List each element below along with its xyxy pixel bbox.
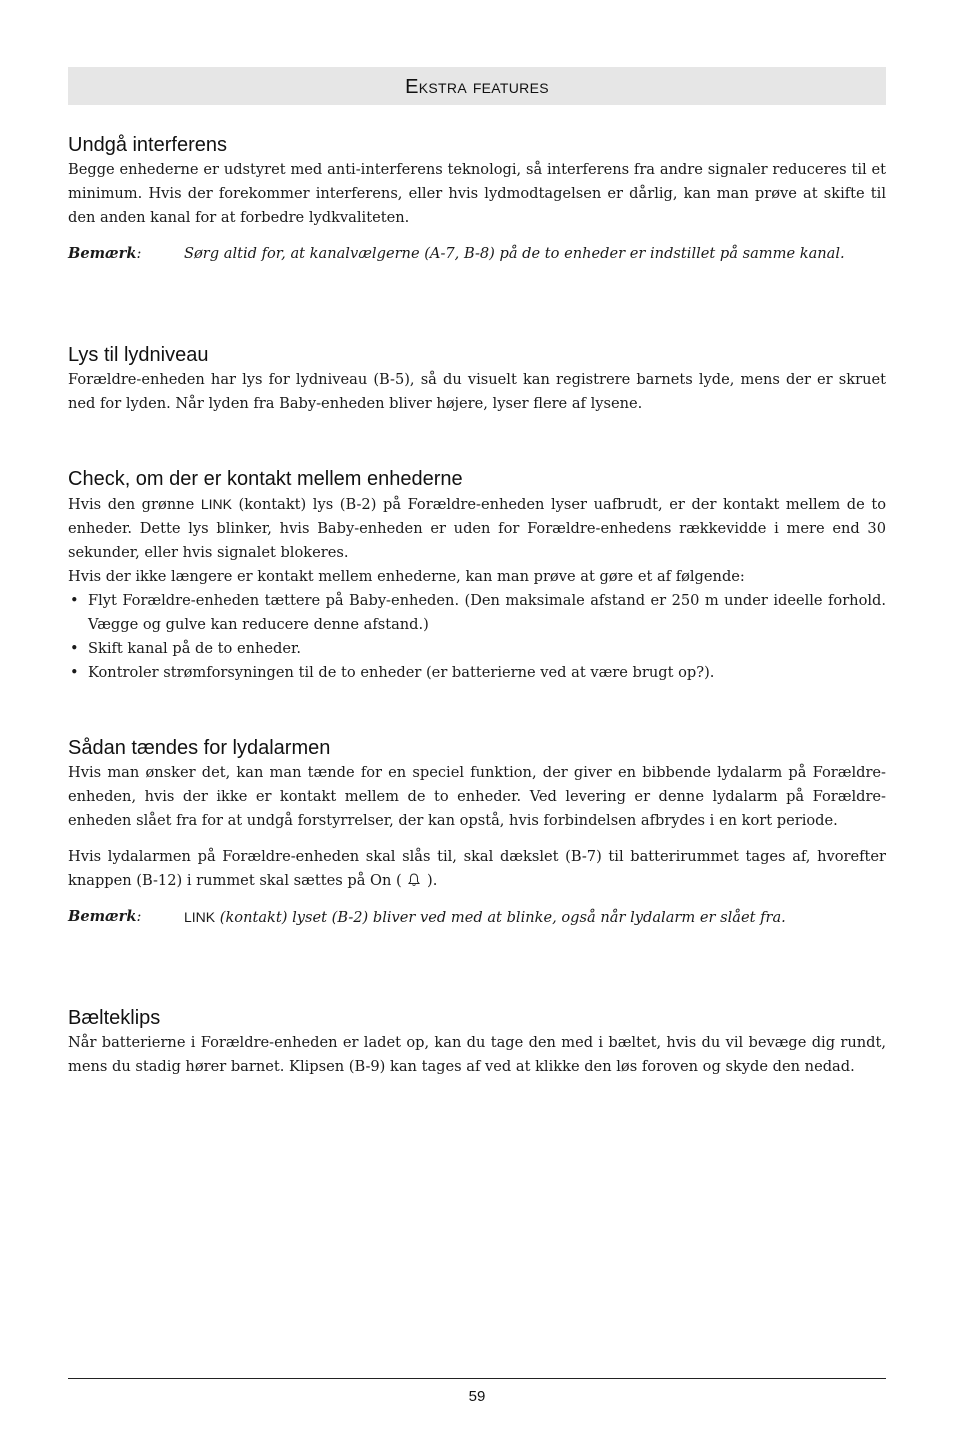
section-heading: Check, om der er kontakt mellem enhederne — [68, 468, 463, 490]
section-link-check — [68, 466, 886, 685]
link-label: LINK — [184, 909, 216, 925]
chapter-title-bar — [68, 67, 886, 105]
list-item: • Skift kanal på de to enheder. — [70, 640, 302, 657]
footer-divider — [68, 1378, 886, 1379]
section-body: Hvis man ønsker det, kan man tænde for en speciel funktion, der giver en bibbende lydalarm på Forældre-enheden, hvis der ikke er kontakt mellem de to enheder. Ved levering er denne lydalarm på Forældre-enheden slået fra for at undgå forstyrrelser, der kan opstå, hvis forbindelsen afbrydes i en kort periode. — [68, 764, 886, 829]
note — [68, 905, 886, 930]
chapter-title: Ekstra features — [405, 76, 549, 98]
list-item: • Flyt Forældre-enheden tættere på Baby-enheden. (Den maksimale afstand er 250 m under ideelle forhold. Vægge og gulve kan reducere denne afstand.) — [70, 592, 886, 633]
section-sound-alarm — [68, 735, 886, 930]
note-label: Bemærk: — [68, 908, 142, 925]
bullet-list — [68, 589, 886, 685]
section-body: Forældre-enheden har lys for lydniveau (B-5), så du visuelt kan registrere barnets lyde, mens der er skruet ned for lyden. Når lyden fra Baby-enheden bliver højere, lyser flere af lysene. — [68, 371, 886, 412]
note-text: LINK (kontakt) lyset (B-2) bliver ved med at blinke, også når lydalarm er slået fra. — [184, 909, 786, 926]
note — [68, 242, 886, 266]
link-label: LINK — [200, 496, 232, 512]
section-body: Begge enhederne er udstyret med anti-interferens teknologi, så interferens fra andre signaler reduceres til et minimum. Hvis der forekommer interferens, eller hvis lydmodtagelsen er dårlig, kan man prøve at skifte til den anden kanal for at forbedre lydkvaliteten. — [68, 161, 886, 226]
note-label: Bemærk: — [68, 245, 142, 262]
section-body: Hvis den grønne LINK (kontakt) lys (B-2) på Forældre-enheden lyser uafbrudt, er der kontakt mellem de to enheder. Dette lys blinker, hvis Baby-enheden er uden for Forældre-enhedens rækkevidde i mere end 30 sekunder, eller hvis signalet blokeres. — [68, 496, 886, 561]
section-heading: Undgå interferens — [68, 134, 227, 156]
section-body-2: Hvis der ikke længere er kontakt mellem enhederne, kan man prøve at gøre et af følgende: — [68, 568, 745, 585]
bell-icon — [406, 872, 422, 888]
section-body: Når batterierne i Forældre-enheden er ladet op, kan du tage den med i bæltet, hvis du vil bevæge dig rundt, mens du stadig hører barnet. Klipsen (B-9) kan tages af ved at klikke den løs foroven og skyde den nedad. — [68, 1034, 886, 1075]
section-interference — [68, 132, 886, 266]
section-heading: Sådan tændes for lydalarmen — [68, 737, 331, 759]
section-sound-level-lights — [68, 342, 886, 416]
section-heading: Lys til lydniveau — [68, 344, 209, 366]
list-item: • Kontroler strømforsyningen til de to enheder (er batterierne ved at være brugt op?). — [70, 664, 715, 681]
section-heading: Bælteklips — [68, 1007, 161, 1029]
section-belt-clip — [68, 1005, 886, 1079]
page-number: 59 — [468, 1388, 486, 1405]
note-text: Sørg altid for, at kanalvælgerne (A-7, B-8) på de to enheder er indstillet på samme kanal. — [184, 245, 845, 262]
section-body-2: Hvis lydalarmen på Forældre-enheden skal slås til, skal dækslet (B-7) til batterirummet tages af, hvorefter knappen (B-12) i rummet skal sættes på On ( ). — [68, 848, 886, 889]
